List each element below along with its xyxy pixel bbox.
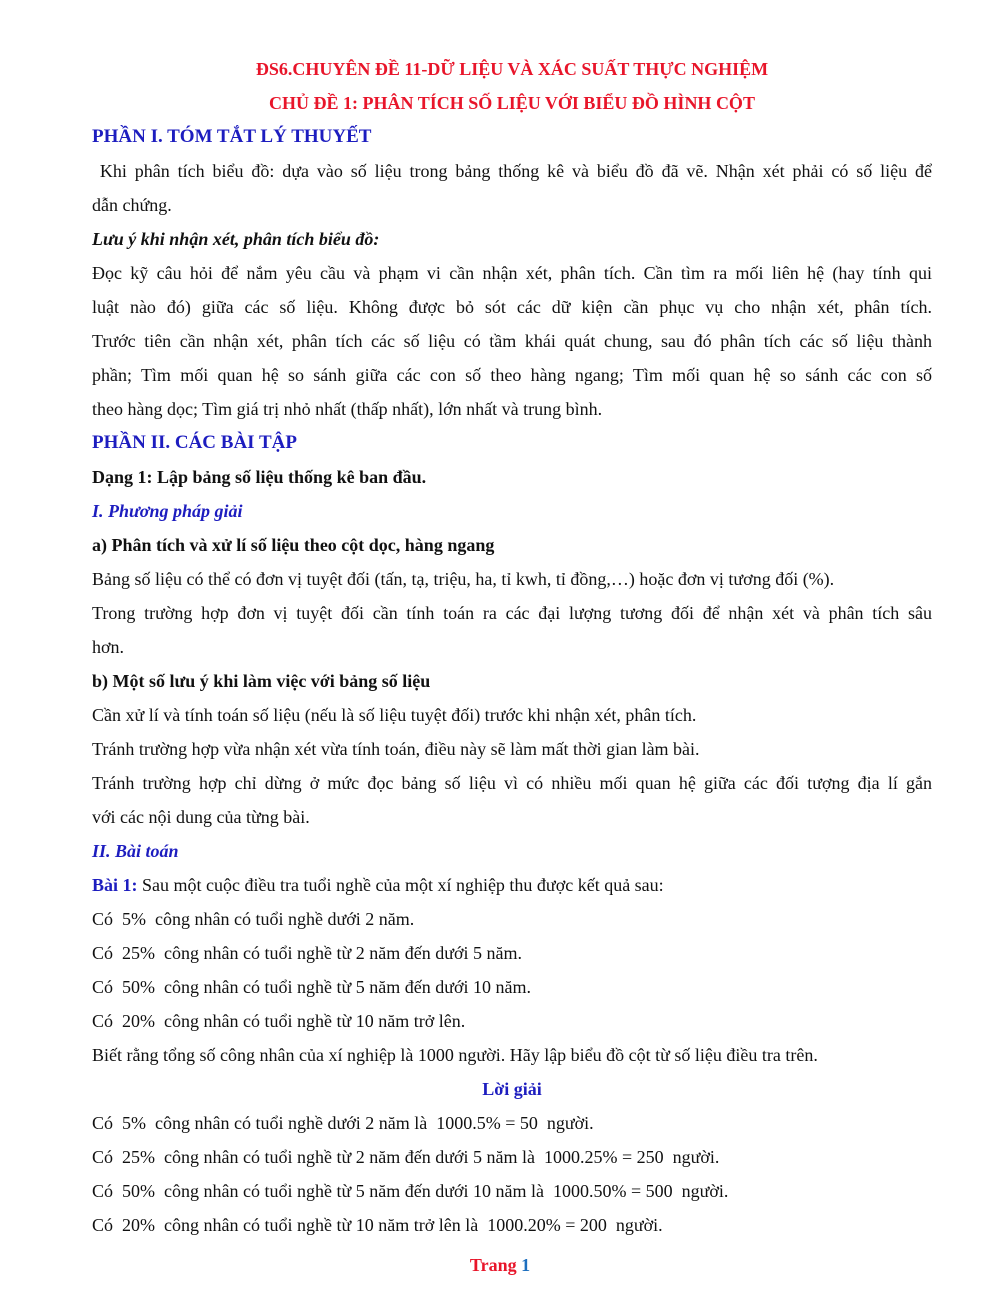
note-line3: Trước tiên cần nhận xét, phân tích các số liệu có tầm khái quát chung, sau đó phân tích các số liệu thành: [92, 331, 932, 351]
bai1-statement: [92, 868, 932, 902]
problems-heading: II. Bài toán: [92, 841, 179, 861]
bai1-item: Có 25% công nhân có tuổi nghề từ 2 năm đến dưới 5 năm.: [92, 943, 522, 963]
section-b-line2: Tránh trường hợp vừa nhận xét vừa tính toán, điều này sẽ làm mất thời gian làm bài.: [92, 739, 700, 759]
dang1-heading: Dạng 1: Lập bảng số liệu thống kê ban đầu.: [92, 467, 427, 487]
note-line2: luật nào đó) giữa các số liệu. Không được bỏ sót các dữ kiện cần phục vụ cho nhận xét, phân tích.: [92, 297, 932, 317]
page-footer: [0, 1250, 1000, 1280]
solution-item: Có 50% công nhân có tuổi nghề từ 5 năm đến dưới 10 năm là 1000.50% = 500 người.: [92, 1181, 729, 1201]
section-a-line3: hơn.: [92, 637, 125, 657]
document-title: ĐS6.CHUYÊN ĐỀ 11-DỮ LIỆU VÀ XÁC SUẤT THỰC NGHIỆM: [255, 59, 769, 79]
page-label: Trang: [469, 1255, 522, 1275]
section-b-line3: Tránh trường hợp chỉ dừng ở mức đọc bảng số liệu vì có nhiều mối quan hệ giữa các đối tượng địa lí gắn: [92, 773, 932, 793]
solution-heading: Lời giải: [482, 1079, 542, 1099]
page-number: 1: [521, 1255, 531, 1275]
bai1-item: Có 5% công nhân có tuổi nghề dưới 2 năm.: [92, 909, 415, 929]
solution-item: Có 25% công nhân có tuổi nghề từ 2 năm đến dưới 5 năm là 1000.25% = 250 người.: [92, 1147, 720, 1167]
bai1-text: Sau một cuộc điều tra tuổi nghề của một xí nghiệp thu được kết quả sau:: [137, 875, 664, 895]
bai1-task: Biết rằng tổng số công nhân của xí nghiệp là 1000 người. Hãy lập biểu đồ cột từ số liệu điều tra trên.: [92, 1045, 818, 1065]
section-b-line4: với các nội dung của từng bài.: [92, 807, 310, 827]
bai1-label: Bài 1:: [92, 875, 138, 895]
section-b-line1: Cần xử lí và tính toán số liệu (nếu là số liệu tuyệt đối) trước khi nhận xét, phân tích.: [92, 705, 697, 725]
document-subtitle: CHỦ ĐỀ 1: PHÂN TÍCH SỐ LIỆU VỚI BIỂU ĐỒ HÌNH CỘT: [269, 93, 755, 113]
section-b-heading: b) Một số lưu ý khi làm việc với bảng số liệu: [92, 671, 431, 691]
bai1-item: Có 50% công nhân có tuổi nghề từ 5 năm đến dưới 10 năm.: [92, 977, 531, 997]
part2-heading: PHẦN II. CÁC BÀI TẬP: [92, 432, 297, 453]
note-heading: Lưu ý khi nhận xét, phân tích biểu đồ:: [92, 229, 380, 249]
bai1-item: Có 20% công nhân có tuổi nghề từ 10 năm trở lên.: [92, 1011, 466, 1031]
part1-intro-line2: dẫn chứng.: [92, 195, 172, 215]
note-line4: phần; Tìm mối quan hệ so sánh giữa các con số theo hàng ngang; Tìm mối quan hệ so sánh các con số: [92, 365, 932, 385]
section-a-line2: Trong trường hợp đơn vị tuyệt đối cần tính toán ra các đại lượng tương đối để nhận xét và phân tích sâu: [92, 603, 932, 623]
method-heading: I. Phương pháp giải: [92, 501, 243, 521]
part1-heading: PHẦN I. TÓM TẮT LÝ THUYẾT: [92, 126, 372, 147]
solution-item: Có 5% công nhân có tuổi nghề dưới 2 năm là 1000.5% = 50 người.: [92, 1113, 594, 1133]
solution-item: Có 20% công nhân có tuổi nghề từ 10 năm trở lên là 1000.20% = 200 người.: [92, 1215, 663, 1235]
section-a-heading: a) Phân tích và xử lí số liệu theo cột dọc, hàng ngang: [92, 535, 495, 555]
note-line1: Đọc kỹ câu hỏi để nắm yêu cầu và phạm vi cần nhận xét, phân tích. Cần tìm ra mối liên hệ (hay tính qui: [92, 263, 932, 283]
part1-intro-line1: Khi phân tích biểu đồ: dựa vào số liệu trong bảng thống kê và biểu đồ đã vẽ. Nhận xét phải có số liệu để: [92, 161, 932, 181]
section-a-line1: Bảng số liệu có thể có đơn vị tuyệt đối (tấn, tạ, triệu, ha, tỉ kwh, tỉ đồng,…) hoặc đơn vị tương đối (%).: [92, 569, 835, 589]
page-content: [92, 52, 932, 1242]
note-line5: theo hàng dọc; Tìm giá trị nhỏ nhất (thấp nhất), lớn nhất và trung bình.: [92, 399, 603, 419]
